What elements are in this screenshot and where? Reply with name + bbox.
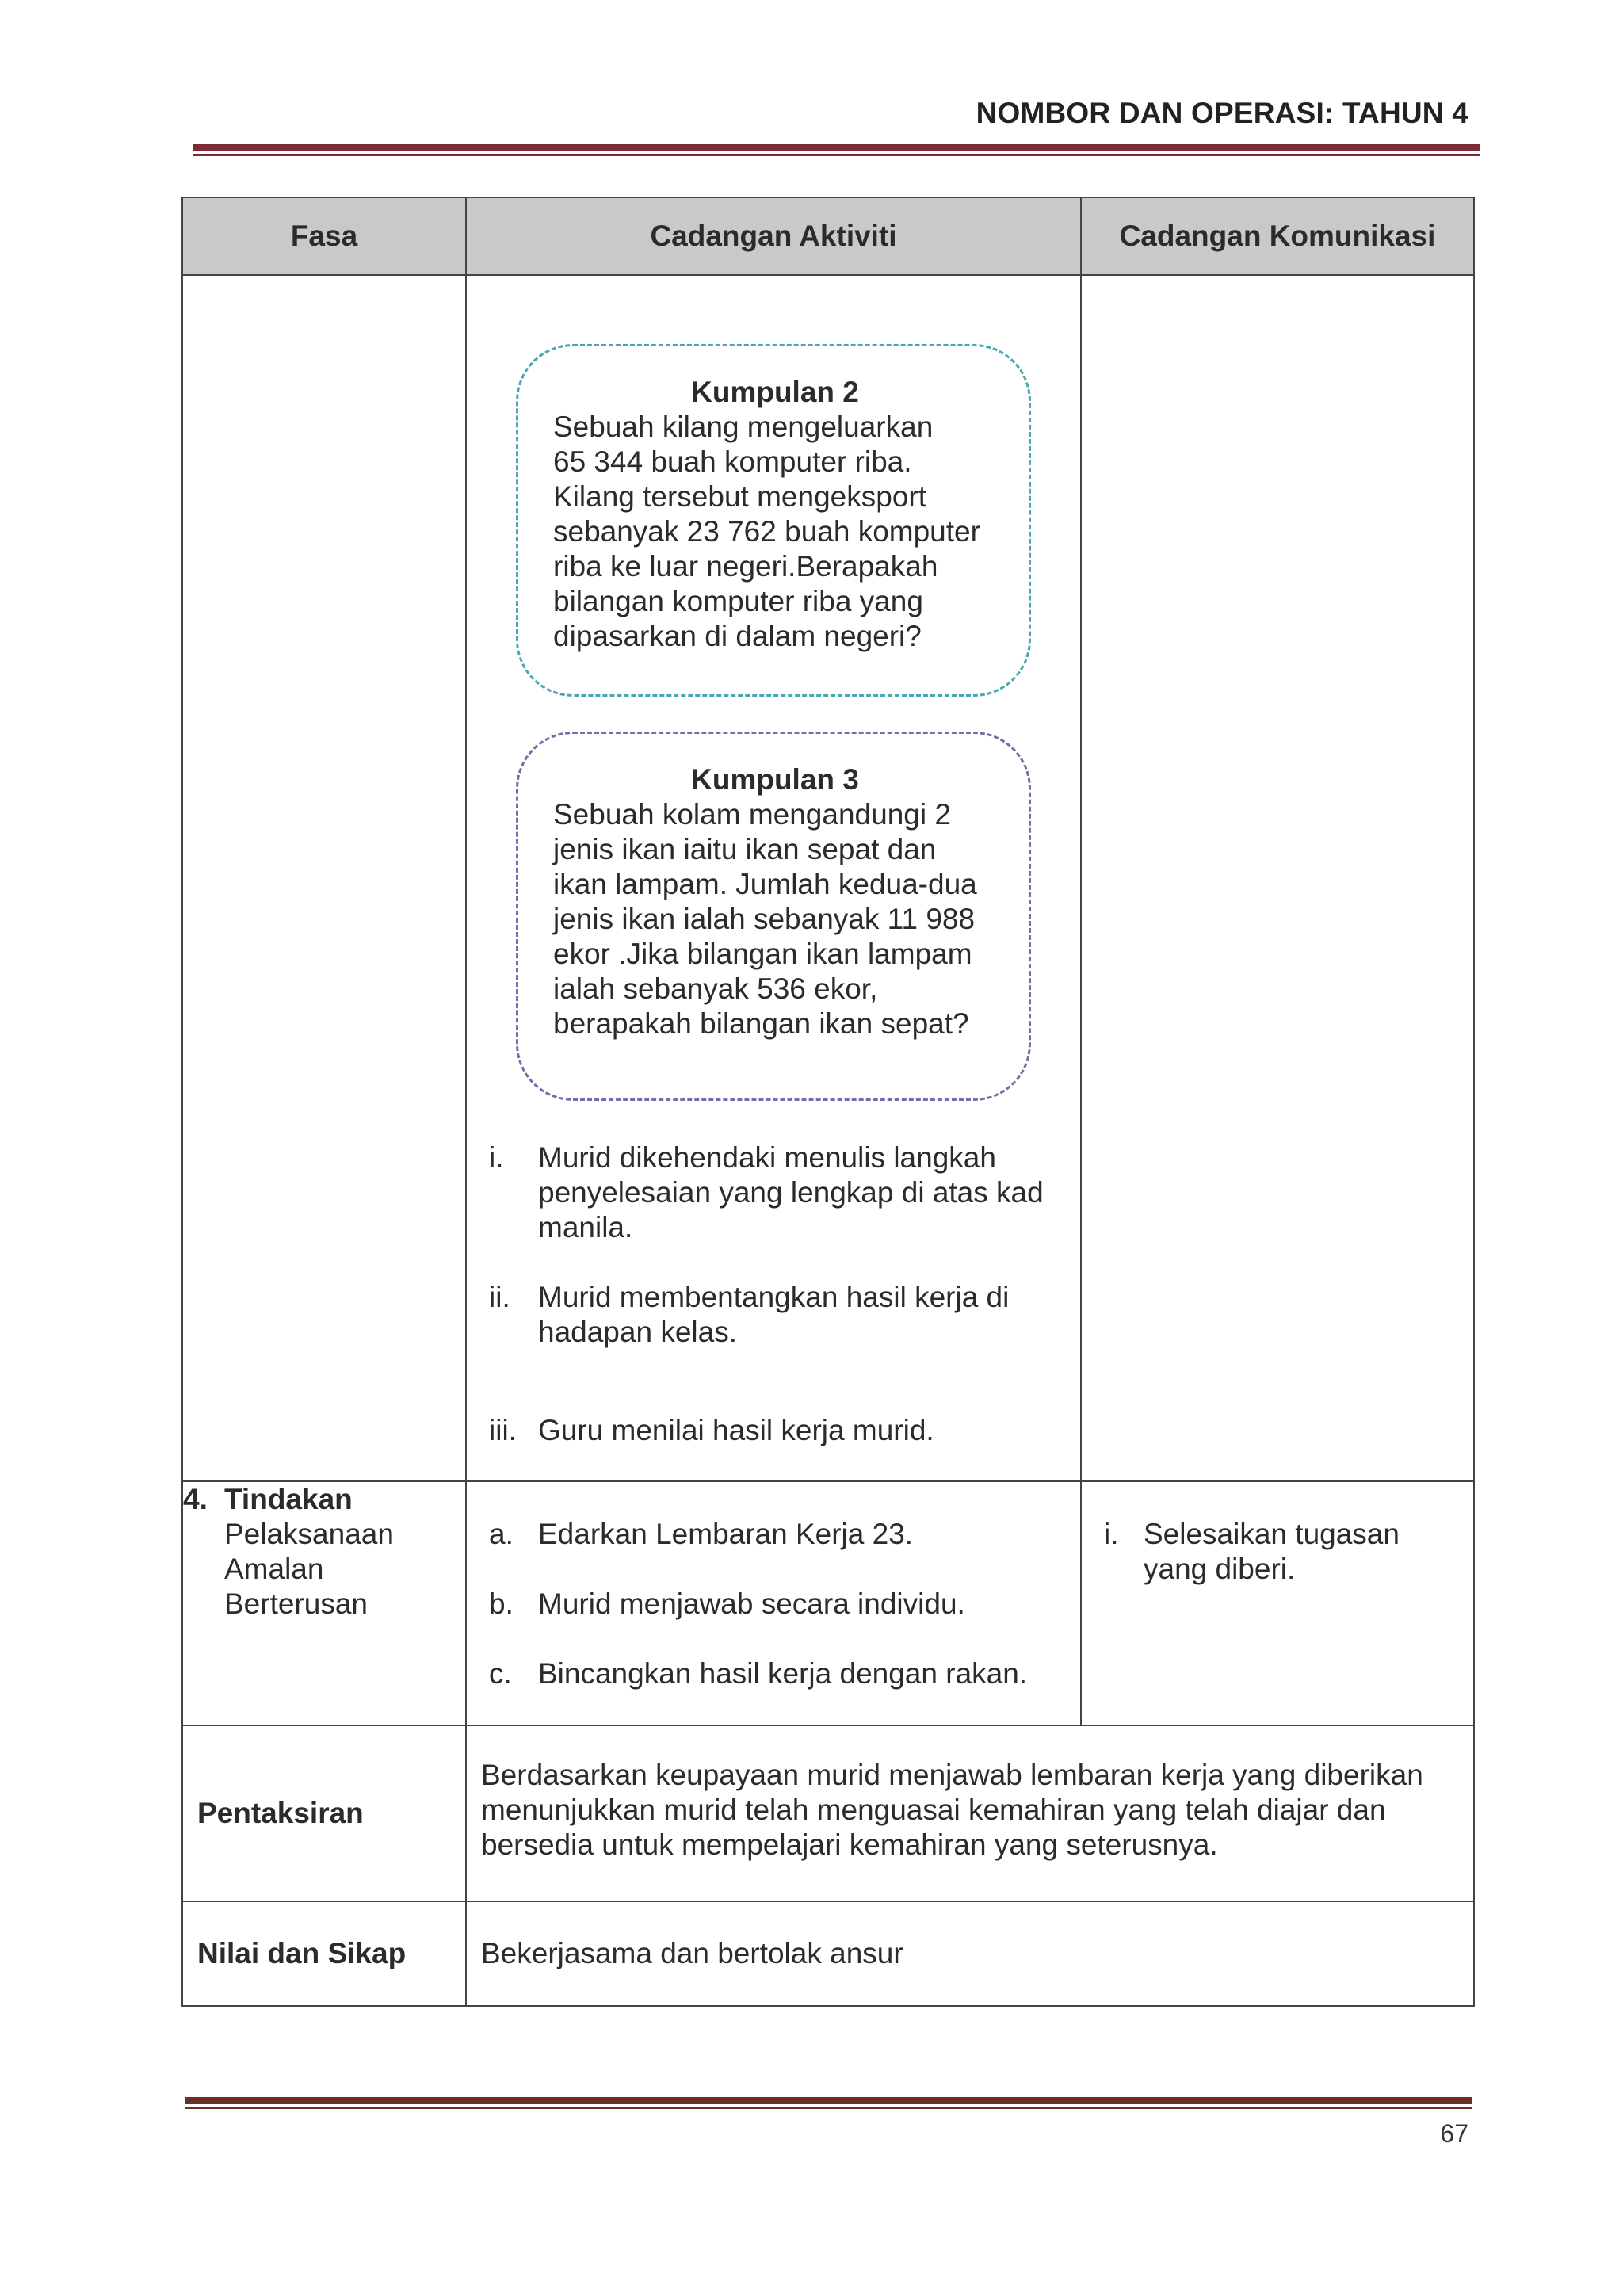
table-row-fasa-4 xyxy=(182,1481,1474,1725)
activity-text: Edarkan Lembaran Kerja 23. xyxy=(538,1518,914,1550)
page-header-title: NOMBOR DAN OPERASI: TAHUN 4 xyxy=(976,97,1468,129)
kumpulan-3-line: ikan lampam. Jumlah kedua-dua xyxy=(553,868,977,900)
page-number: 67 xyxy=(1440,2119,1468,2148)
step-line: manila. xyxy=(538,1211,633,1244)
pentaksiran-line: menunjukkan murid telah menguasai kemahiran yang telah diajar dan xyxy=(481,1794,1386,1826)
fasa-cell-empty xyxy=(182,275,466,1481)
activity-marker: c. xyxy=(489,1657,512,1690)
kumpulan-3-title: Kumpulan 3 xyxy=(691,763,859,796)
kumpulan-2-line: bilangan komputer riba yang xyxy=(553,585,923,617)
footer-rule-thin xyxy=(185,2107,1472,2109)
kumpulan-3-line: jenis ikan ialah sebanyak 11 988 xyxy=(553,903,976,935)
table-row-continuation xyxy=(182,275,1474,1481)
kumpulan-2-line: riba ke luar negeri.Berapakah xyxy=(553,550,938,583)
header-rule-thick xyxy=(193,144,1480,151)
activity-item xyxy=(467,1587,1080,1622)
kumpulan-2-line: dipasarkan di dalam negeri? xyxy=(553,620,922,652)
activity-marker: b. xyxy=(489,1587,514,1620)
fasa-4-number: 4. xyxy=(183,1483,208,1515)
communication-item xyxy=(1082,1517,1473,1587)
step-marker: i. xyxy=(489,1141,504,1174)
kumpulan-3-line: ekor .Jika bilangan ikan lampam xyxy=(553,938,972,970)
fasa-4-communication-cell xyxy=(1081,1481,1474,1725)
communication-line: Selesaikan tugasan xyxy=(1144,1518,1400,1550)
header-cadangan-aktiviti: Cadangan Aktiviti xyxy=(466,197,1081,275)
kumpulan-2-line: Kilang tersebut mengeksport xyxy=(553,480,926,513)
activity-text: Bincangkan hasil kerja dengan rakan. xyxy=(538,1657,1028,1690)
pentaksiran-label: Pentaksiran xyxy=(182,1725,466,1901)
kumpulan-3-line: jenis ikan iaitu ikan sepat dan xyxy=(553,833,937,865)
fasa-4-sub: Amalan xyxy=(224,1553,324,1585)
table-row-pentaksiran xyxy=(182,1725,1474,1901)
kumpulan-3-line: Sebuah kolam mengandungi 2 xyxy=(553,798,951,831)
pentaksiran-text-cell xyxy=(466,1725,1474,1901)
kumpulan-2-line: sebanyak 23 762 buah komputer xyxy=(553,515,980,548)
fasa-4-activities-cell xyxy=(466,1481,1081,1725)
step-item xyxy=(467,1140,1080,1245)
kumpulan-3-line: berapakah bilangan ikan sepat? xyxy=(553,1007,969,1040)
step-marker: ii. xyxy=(489,1281,510,1313)
footer-rule-thick xyxy=(185,2097,1472,2104)
fasa-4-title: Tindakan xyxy=(224,1483,353,1515)
step-marker: iii. xyxy=(489,1414,517,1446)
kumpulan-2-bubble xyxy=(516,344,1031,697)
kumpulan-3-line: ialah sebanyak 536 ekor, xyxy=(553,972,878,1005)
pentaksiran-line: Berdasarkan keupayaan murid menjawab lembaran kerja yang diberikan xyxy=(481,1759,1423,1791)
header-rule-thin xyxy=(193,154,1480,156)
header-fasa: Fasa xyxy=(182,197,466,275)
activity-item xyxy=(467,1517,1080,1552)
fasa-4-sub: Pelaksanaan xyxy=(224,1518,394,1550)
nilai-label: Nilai dan Sikap xyxy=(182,1901,466,2006)
lesson-plan-table xyxy=(181,197,1475,2007)
fasa-4-cell xyxy=(182,1481,466,1725)
step-item xyxy=(467,1280,1080,1350)
activity-item xyxy=(467,1656,1080,1691)
kumpulan-2-title: Kumpulan 2 xyxy=(691,376,859,408)
fasa-4-sub: Berterusan xyxy=(224,1587,368,1620)
kumpulan-2-line: Sebuah kilang mengeluarkan xyxy=(553,411,934,443)
step-line: Murid dikehendaki menulis langkah xyxy=(538,1141,996,1174)
kumpulan-2-line: 65 344 buah komputer riba. xyxy=(553,445,912,478)
activity-marker: a. xyxy=(489,1518,514,1550)
kumpulan-3-bubble xyxy=(516,732,1031,1101)
step-line: hadapan kelas. xyxy=(538,1316,737,1348)
table-header-row xyxy=(182,197,1474,275)
step-line: Guru menilai hasil kerja murid. xyxy=(538,1414,934,1446)
communication-marker: i. xyxy=(1104,1518,1119,1550)
activities-cell xyxy=(466,275,1081,1481)
table-row-nilai xyxy=(182,1901,1474,2006)
step-line: penyelesaian yang lengkap di atas kad xyxy=(538,1176,1044,1209)
activity-text: Murid menjawab secara individu. xyxy=(538,1587,965,1620)
header-cadangan-komunikasi: Cadangan Komunikasi xyxy=(1081,197,1474,275)
communication-line: yang diberi. xyxy=(1144,1553,1296,1585)
nilai-text: Bekerjasama dan bertolak ansur xyxy=(466,1901,1474,2006)
step-line: Murid membentangkan hasil kerja di xyxy=(538,1281,1010,1313)
communication-cell-empty xyxy=(1081,275,1474,1481)
pentaksiran-line: bersedia untuk mempelajari kemahiran yang seterusnya. xyxy=(481,1828,1218,1861)
step-item xyxy=(467,1413,1080,1448)
